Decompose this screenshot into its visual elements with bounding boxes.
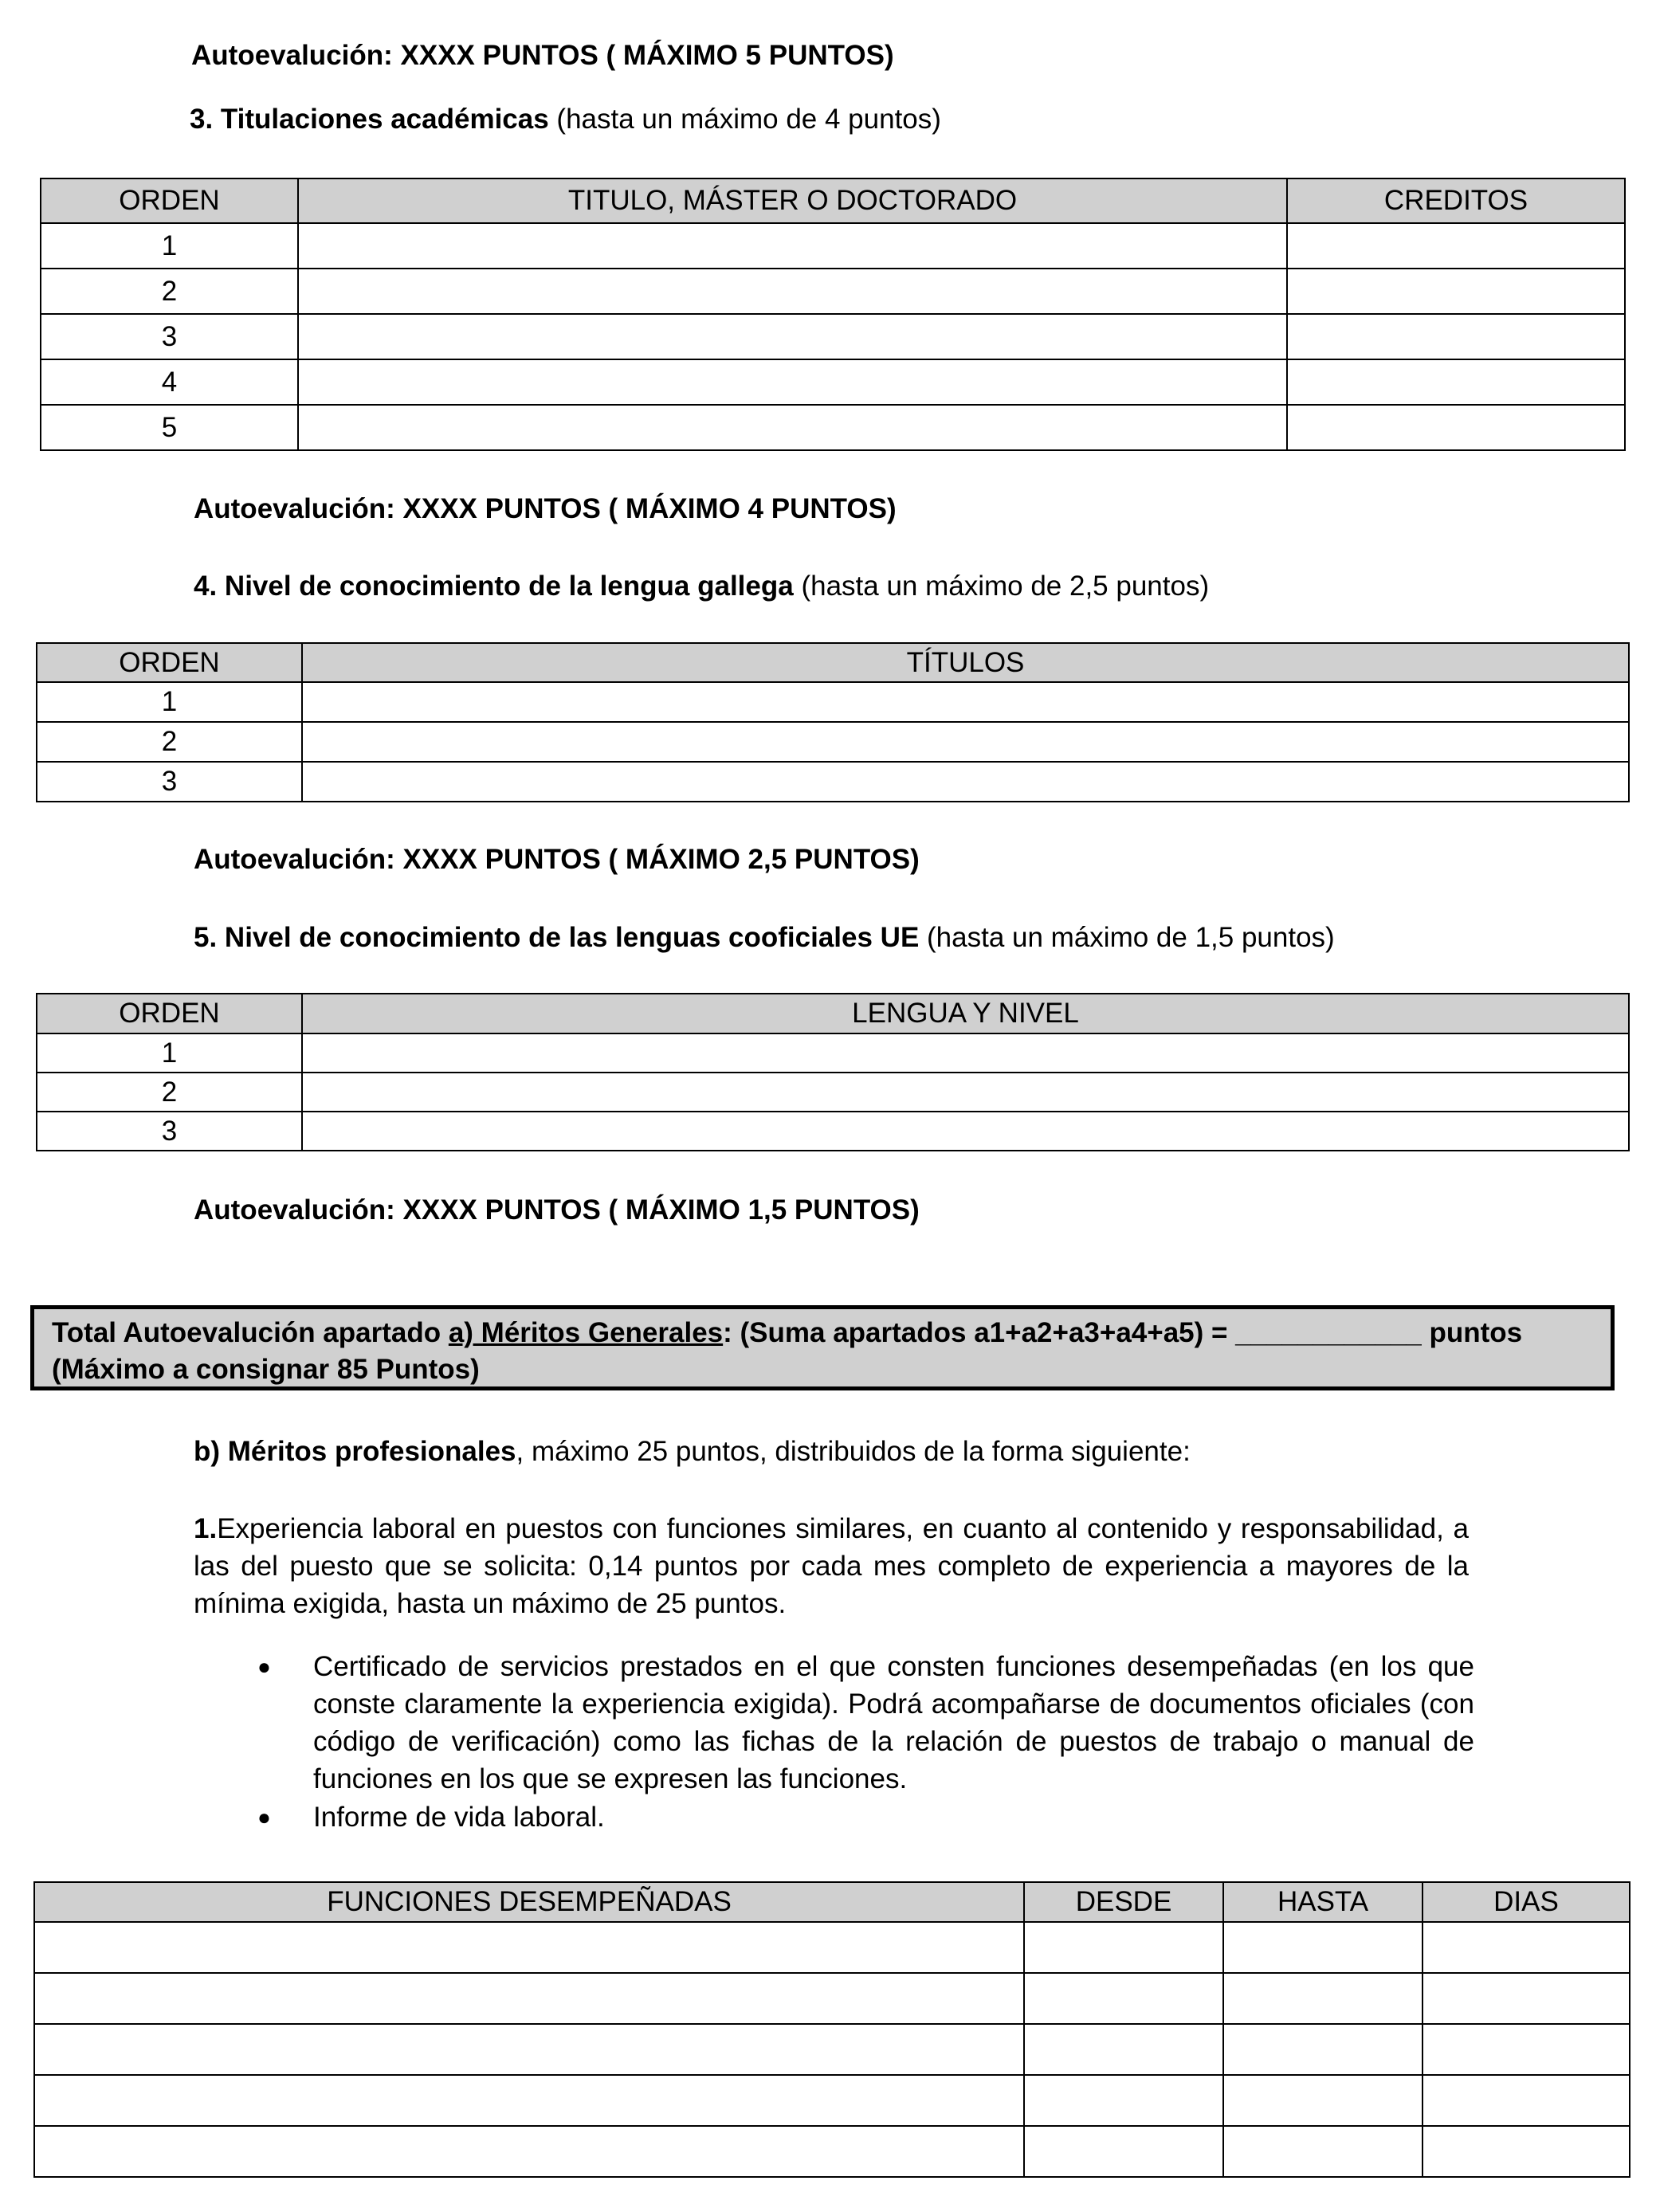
creditos-cell[interactable]: [1287, 269, 1625, 314]
hasta-cell[interactable]: [1223, 1922, 1423, 1973]
titulos-cell[interactable]: [302, 722, 1629, 762]
meritos-profesionales-heading-rest: , máximo 25 puntos, distribuidos de la forma siguiente:: [516, 1436, 1191, 1467]
column-header-titulos: TÍTULOS: [302, 643, 1629, 682]
desde-cell[interactable]: [1024, 1973, 1223, 2024]
column-header-hasta: HASTA: [1223, 1882, 1423, 1922]
row-number: 1: [41, 223, 298, 269]
titulo-cell[interactable]: [298, 314, 1287, 359]
table-row: [37, 722, 1629, 762]
column-header-funciones: FUNCIONES DESEMPEÑADAS: [34, 1882, 1024, 1922]
table-row: [41, 269, 1625, 314]
table-row: [34, 1922, 1630, 1973]
titulo-cell[interactable]: [298, 359, 1287, 405]
column-header-lengua-nivel: LENGUA Y NIVEL: [302, 994, 1629, 1033]
bullet-icon: ●: [257, 1805, 271, 1830]
desde-cell[interactable]: [1024, 2075, 1223, 2126]
bullet-certificado: Certificado de servicios prestados en el que consten funciones desempeñadas (en los que conste claramente la experiencia exigida). Podrá acompañarse de documentos oficiales (con código de verificación) como las fichas de la relación de puestos de trabajo o manual de funciones en los que se expresen las funciones.: [313, 1651, 1474, 1794]
dias-cell[interactable]: [1423, 2024, 1630, 2075]
suma-apartados-label: : (Suma apartados a1+a2+a3+a4+a5) =: [723, 1317, 1236, 1348]
row-number: 2: [41, 269, 298, 314]
table-row: [37, 1033, 1629, 1073]
table-row: [37, 762, 1629, 802]
funciones-table: [33, 1881, 1630, 2178]
item1-text: Experiencia laboral en puestos con funciones similares, en cuanto al contenido y responsabilidad, a las del puesto que se solicita: 0,14 puntos por cada mes completo de experiencia a mayores de la mínima exigida, hasta un máximo de 25 puntos.: [194, 1513, 1469, 1619]
row-number: 3: [37, 1112, 302, 1151]
table-row: [34, 2126, 1630, 2177]
table-row: [41, 314, 1625, 359]
section4-heading-rest: (hasta un máximo de 2,5 puntos): [793, 571, 1210, 602]
column-header-desde: DESDE: [1024, 1882, 1223, 1922]
column-header-dias: DIAS: [1423, 1882, 1630, 1922]
hasta-cell[interactable]: [1223, 1973, 1423, 2024]
dias-cell[interactable]: [1423, 1973, 1630, 2024]
dias-cell[interactable]: [1423, 1922, 1630, 1973]
column-header-orden: ORDEN: [37, 994, 302, 1033]
desde-cell[interactable]: [1024, 1922, 1223, 1973]
titulos-cell[interactable]: [302, 682, 1629, 722]
funciones-cell[interactable]: [34, 2024, 1024, 2075]
funciones-cell[interactable]: [34, 1973, 1024, 2024]
column-header-titulo: TITULO, MÁSTER O DOCTORADO: [298, 178, 1287, 223]
meritos-profesionales-heading-bold: b) Méritos profesionales: [194, 1436, 516, 1467]
row-number: 5: [41, 405, 298, 450]
table-row: [34, 1973, 1630, 2024]
row-number: 1: [37, 1033, 302, 1073]
lengua-cell[interactable]: [302, 1033, 1629, 1073]
lenguas-table: [36, 993, 1630, 1151]
bullet-vida-laboral: Informe de vida laboral.: [313, 1802, 605, 1833]
table-row: [37, 1112, 1629, 1151]
total-autoevaluacion-line1: [52, 1316, 1522, 1351]
dias-cell[interactable]: [1423, 2126, 1630, 2177]
table-row: [41, 405, 1625, 450]
total-label: Total Autoevalución apartado: [52, 1317, 449, 1348]
table-row: [37, 682, 1629, 722]
titulo-cell[interactable]: [298, 223, 1287, 269]
hasta-cell[interactable]: [1223, 2024, 1423, 2075]
funciones-cell[interactable]: [34, 2075, 1024, 2126]
row-number: 1: [37, 682, 302, 722]
section5-heading: [194, 920, 1335, 955]
total-autoevaluacion-line2: (Máximo a consignar 85 Puntos): [52, 1354, 480, 1385]
hasta-cell[interactable]: [1223, 2126, 1423, 2177]
creditos-cell[interactable]: [1287, 405, 1625, 450]
autoeval-section3: Autoevalución: XXXX PUNTOS ( MÁXIMO 4 PUNTOS): [194, 493, 897, 524]
autoeval-section4: Autoevalución: XXXX PUNTOS ( MÁXIMO 2,5 PUNTOS): [194, 844, 920, 875]
column-header-orden: ORDEN: [37, 643, 302, 682]
desde-cell[interactable]: [1024, 2126, 1223, 2177]
total-autoevaluacion-box: [30, 1305, 1615, 1390]
section4-heading: [194, 569, 1209, 604]
section3-heading: [190, 102, 941, 137]
table-row: [34, 2024, 1630, 2075]
lengua-cell[interactable]: [302, 1112, 1629, 1151]
meritos-generales-label: a) Méritos Generales: [448, 1317, 724, 1348]
row-number: 3: [37, 762, 302, 802]
autoeval-section2: Autoevalución: XXXX PUNTOS ( MÁXIMO 5 PUNTOS): [191, 40, 894, 71]
table-row: [37, 1073, 1629, 1112]
funciones-cell[interactable]: [34, 1922, 1024, 1973]
desde-cell[interactable]: [1024, 2024, 1223, 2075]
gallego-table: [36, 642, 1630, 802]
row-number: 2: [37, 722, 302, 762]
bullet-icon: ●: [257, 1654, 271, 1679]
titulaciones-table: [40, 178, 1626, 451]
column-header-creditos: CREDITOS: [1287, 178, 1625, 223]
section4-heading-bold: 4. Nivel de conocimiento de la lengua gallega: [194, 571, 794, 602]
creditos-cell[interactable]: [1287, 359, 1625, 405]
section3-heading-bold: 3. Titulaciones académicas: [190, 104, 549, 135]
funciones-cell[interactable]: [34, 2126, 1024, 2177]
table-row: [34, 2075, 1630, 2126]
item1-number: 1.: [194, 1513, 218, 1544]
row-number: 2: [37, 1073, 302, 1112]
titulo-cell[interactable]: [298, 405, 1287, 450]
puntos-blank-field[interactable]: ____________: [1235, 1317, 1422, 1348]
dias-cell[interactable]: [1423, 2075, 1630, 2126]
puntos-label: puntos: [1421, 1317, 1523, 1348]
autoeval-section5: Autoevalución: XXXX PUNTOS ( MÁXIMO 1,5 PUNTOS): [194, 1194, 920, 1226]
lengua-cell[interactable]: [302, 1073, 1629, 1112]
meritos-profesionales-heading: [194, 1434, 1191, 1469]
section5-heading-bold: 5. Nivel de conocimiento de las lenguas cooficiales UE: [194, 922, 920, 953]
row-number: 3: [41, 314, 298, 359]
hasta-cell[interactable]: [1223, 2075, 1423, 2126]
experiencia-laboral-paragraph: [194, 1510, 1469, 1622]
creditos-cell[interactable]: [1287, 223, 1625, 269]
section5-heading-rest: (hasta un máximo de 1,5 puntos): [919, 922, 1335, 953]
creditos-cell[interactable]: [1287, 314, 1625, 359]
table-row: [41, 223, 1625, 269]
titulo-cell[interactable]: [298, 269, 1287, 314]
table-row: [41, 359, 1625, 405]
titulos-cell[interactable]: [302, 762, 1629, 802]
section3-heading-rest: (hasta un máximo de 4 puntos): [548, 104, 941, 135]
column-header-orden: ORDEN: [41, 178, 298, 223]
row-number: 4: [41, 359, 298, 405]
